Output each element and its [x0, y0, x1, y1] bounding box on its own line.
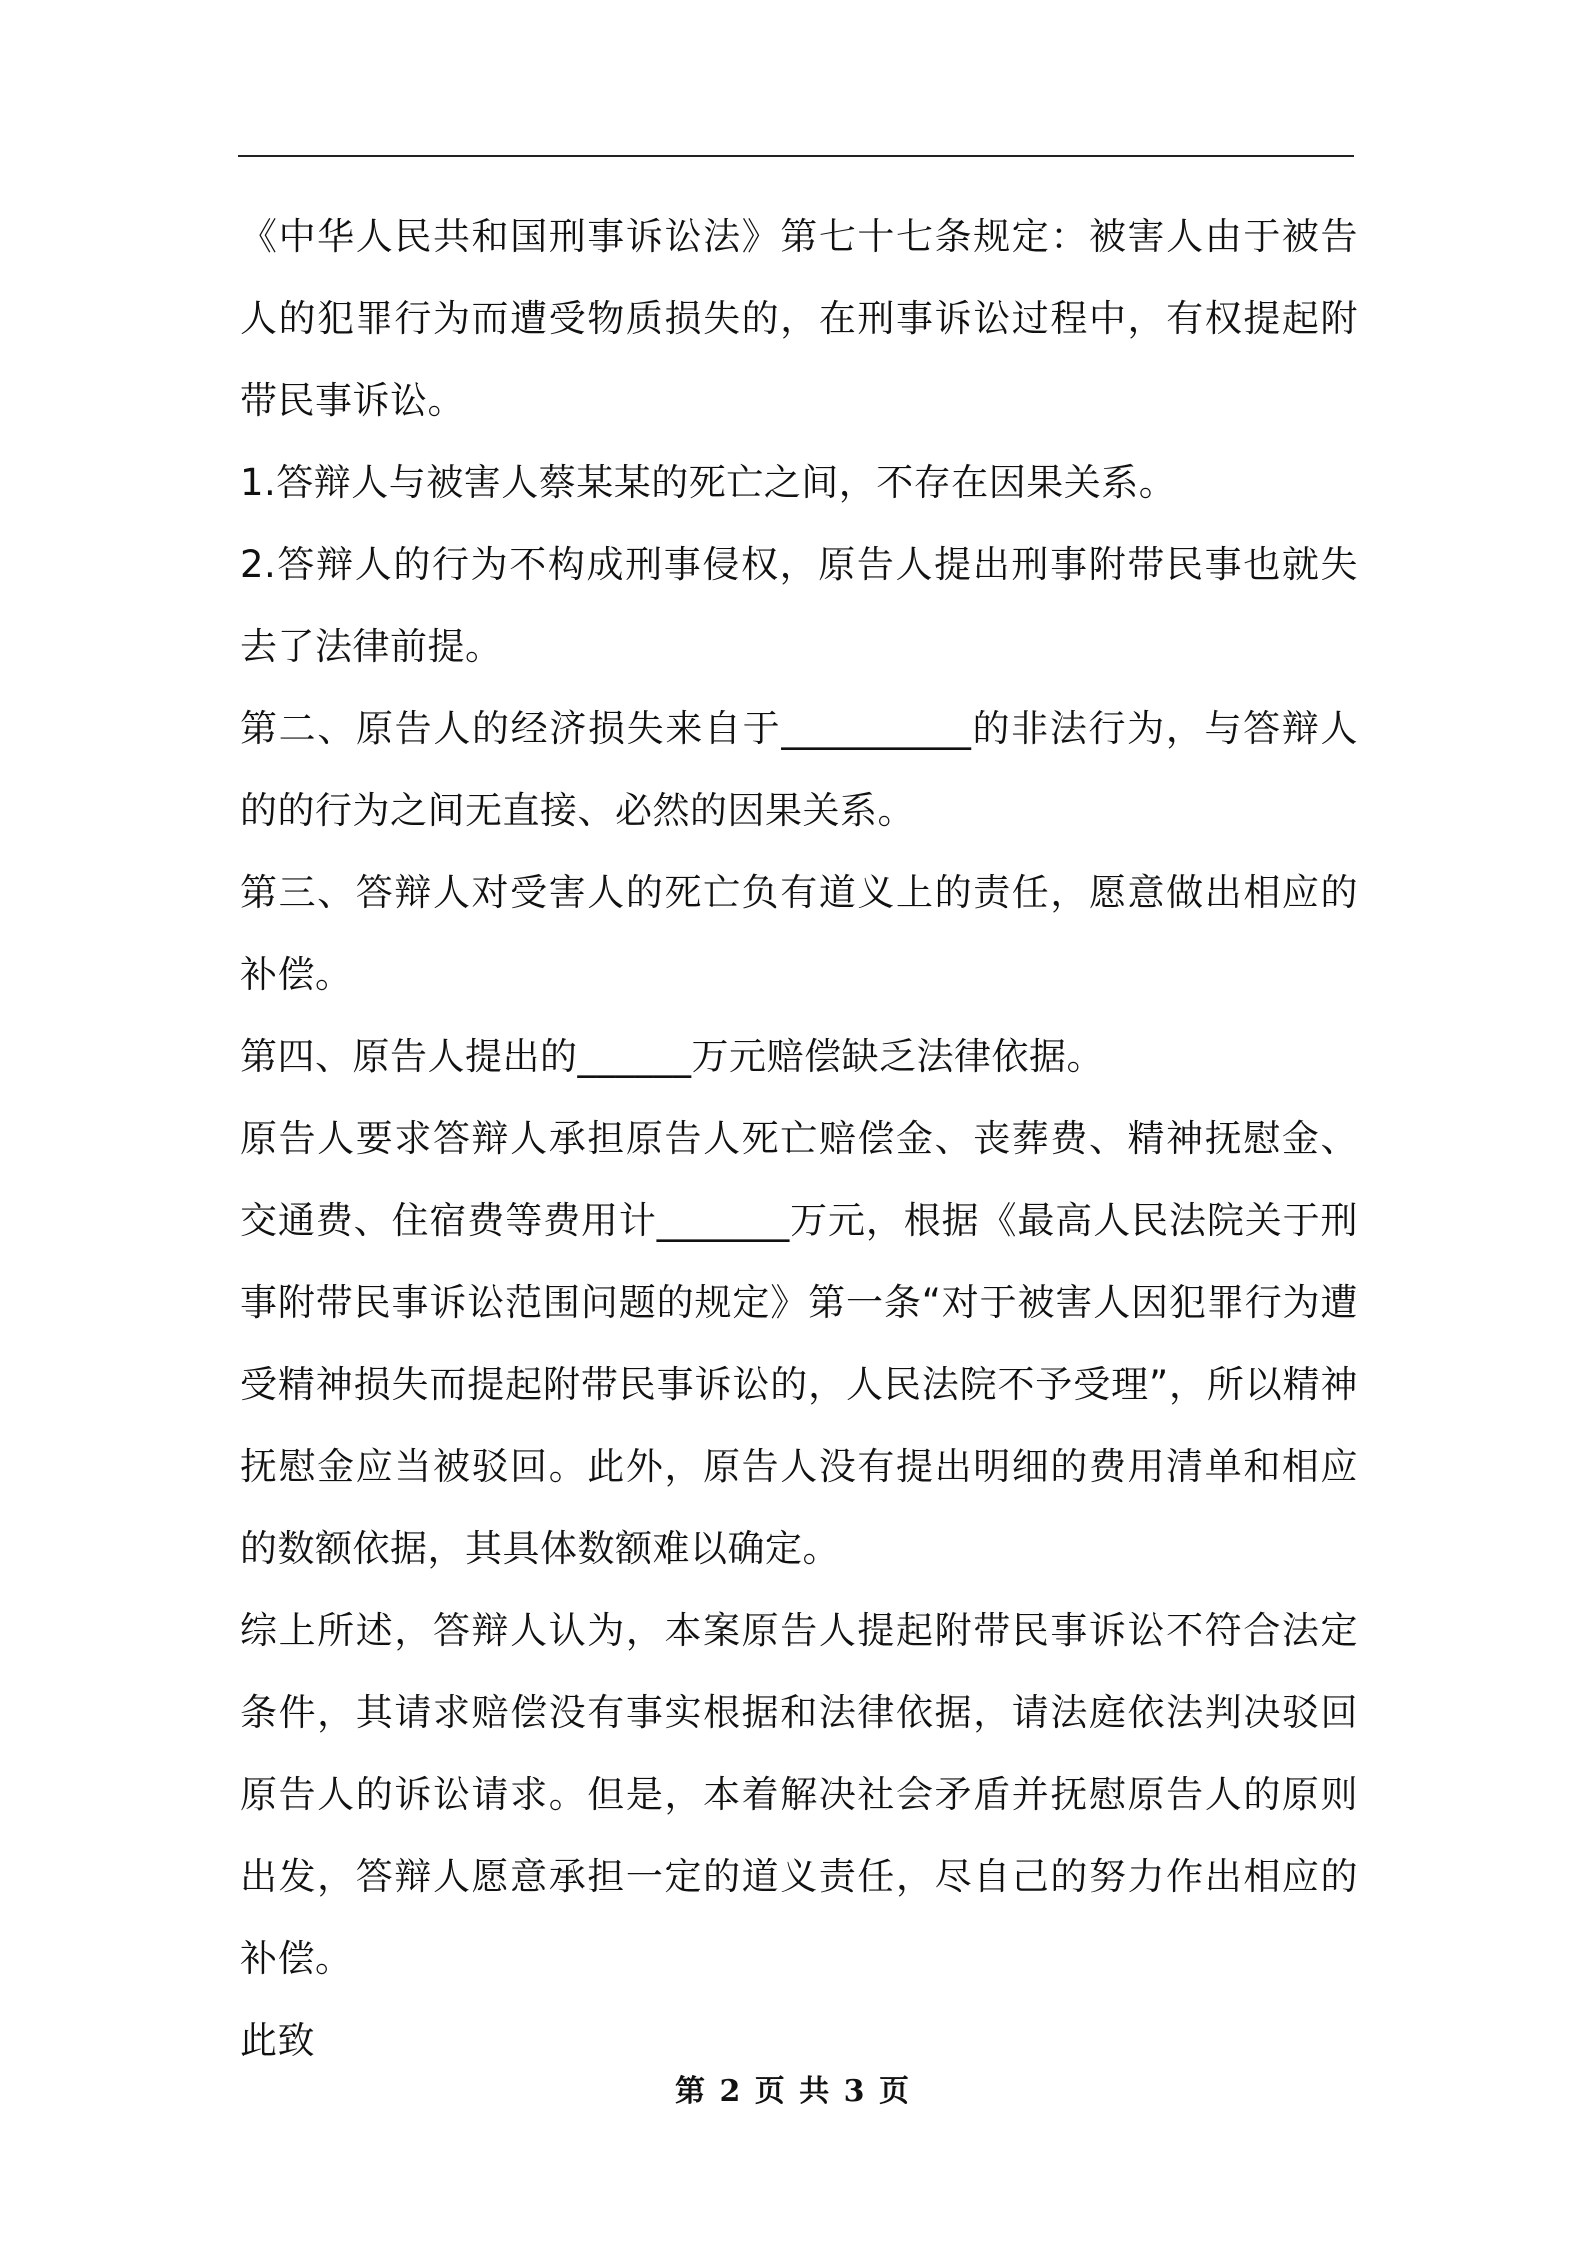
header-divider	[238, 155, 1354, 157]
paragraph-closing: 此致	[240, 2019, 315, 2062]
page-number: 第 2 页 共 3 页	[675, 2074, 911, 2109]
paragraph-second: 第二、原告人的经济损失来自于__________的非法行为，与答辩人的的行为之间无直接、必然的因果关系。	[240, 707, 1358, 832]
paragraph-compensation-claim: 原告人要求答辩人承担原告人死亡赔偿金、丧葬费、精神抚慰金、交通费、住宿费等费用计_______万元，根据《最高人民法院关于刑事附带民事诉讼范围问题的规定》第一条“对于被害人因犯罪行为遭受精神损失而提起附带民事诉讼的，人民法院不予受理”，所以精神抚慰金应当被驳回。此外，原告人没有提出明细的费用清单和相应的数额依据，其具体数额难以确定。	[240, 1117, 1358, 1570]
paragraph-law-citation: 《中华人民共和国刑事诉讼法》第七十七条规定：被害人由于被告人的犯罪行为而遭受物质损失的，在刑事诉讼过程中，有权提起附带民事诉讼。	[240, 215, 1358, 422]
paragraph-conclusion: 综上所述，答辩人认为，本案原告人提起附带民事诉讼不符合法定条件，其请求赔偿没有事实根据和法律依据，请法庭依法判决驳回原告人的诉讼请求。但是，本着解决社会矛盾并抚慰原告人的原则出发，答辩人愿意承担一定的道义责任，尽自己的努力作出相应的补偿。	[240, 1609, 1358, 1980]
document-body	[240, 196, 1358, 2082]
page-footer	[0, 2066, 1586, 2110]
paragraph-fourth: 第四、原告人提出的______万元赔偿缺乏法律依据。	[240, 1035, 1104, 1078]
paragraph-third: 第三、答辩人对受害人的死亡负有道义上的责任，愿意做出相应的补偿。	[240, 871, 1358, 996]
paragraph-point-2: 2.答辩人的行为不构成刑事侵权，原告人提出刑事附带民事也就失去了法律前提。	[240, 543, 1358, 668]
paragraph-point-1: 1.答辩人与被害人蔡某某的死亡之间，不存在因果关系。	[240, 461, 1177, 504]
